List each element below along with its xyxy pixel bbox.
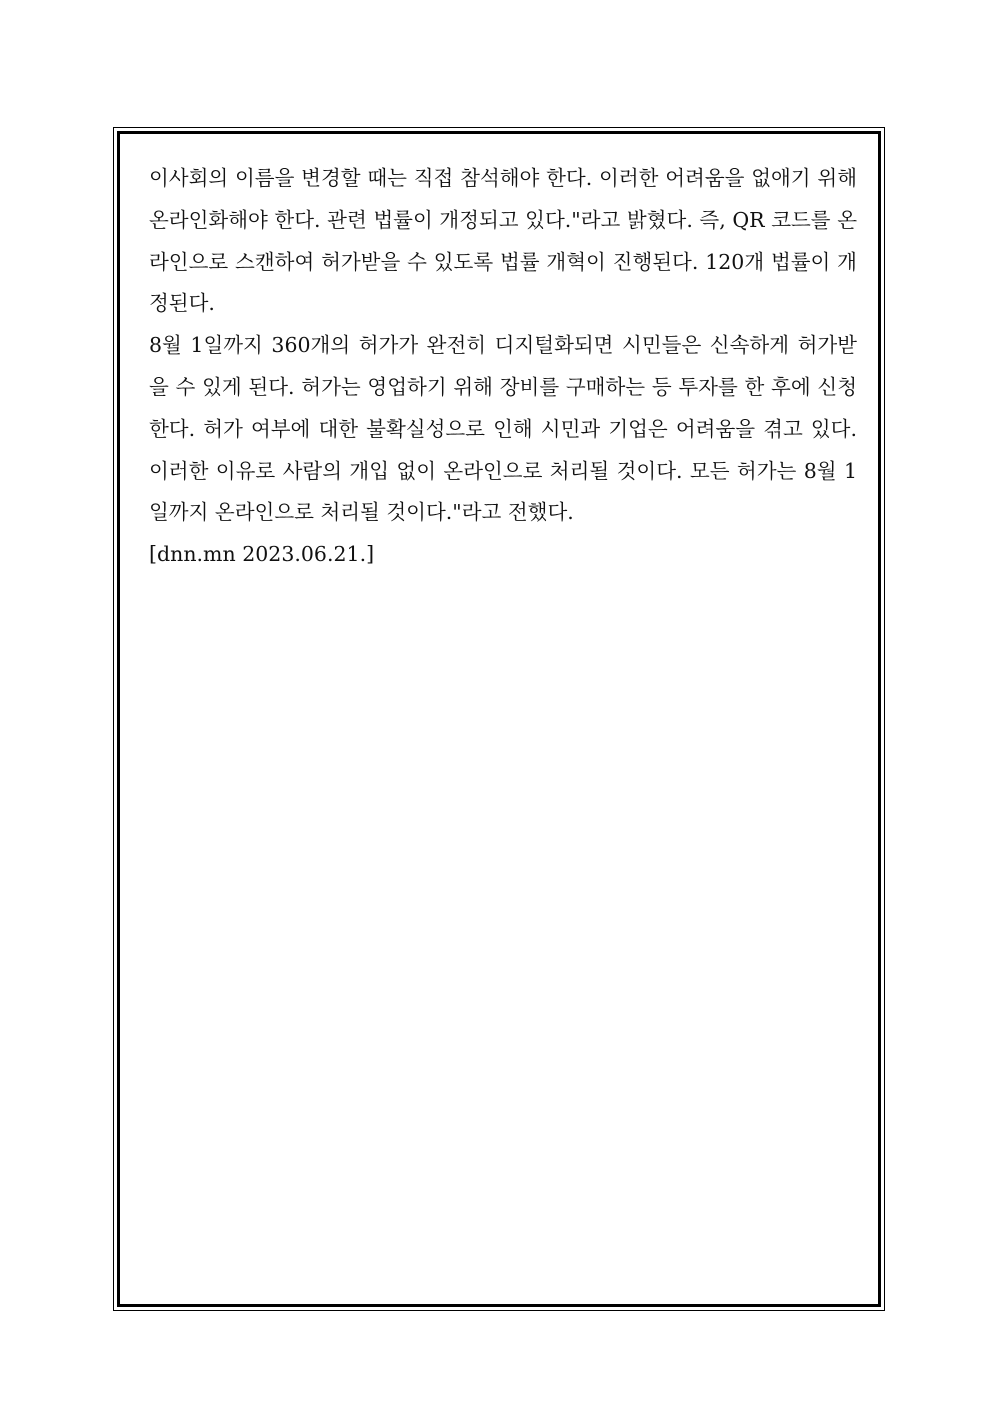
- paragraph-1: 이사회의 이름을 변경할 때는 직접 참석해야 한다. 이러한 어려움을 없애기 위해 온라인화해야 한다. 관련 법률이 개정되고 있다."라고 밝혔다. 즉, QR 코드를 온라인으로 스캔하여 허가받을 수 있도록 법률 개혁이 진행된다. 120개 법률이 개정된다.: [149, 166, 857, 316]
- paragraph-2: 8월 1일까지 360개의 허가가 완전히 디지털화되면 시민들은 신속하게 허가받을 수 있게 된다. 허가는 영업하기 위해 장비를 구매하는 등 투자를 한 후에 신청한다. 허가 여부에 대한 불확실성으로 인해 시민과 기업은 어려움을 겪고 있다. 이러한 이유로 사람의 개입 없이 온라인으로 처리될 것이다. 모든 허가는 8월 1일까지 온라인으로 처리될 것이다."라고 전했다.: [149, 333, 857, 525]
- document-body: [149, 158, 857, 576]
- document-frame-inner: [117, 131, 881, 1307]
- document-frame: [113, 127, 885, 1311]
- source-citation: [dnn.mn 2023.06.21.]: [149, 542, 375, 567]
